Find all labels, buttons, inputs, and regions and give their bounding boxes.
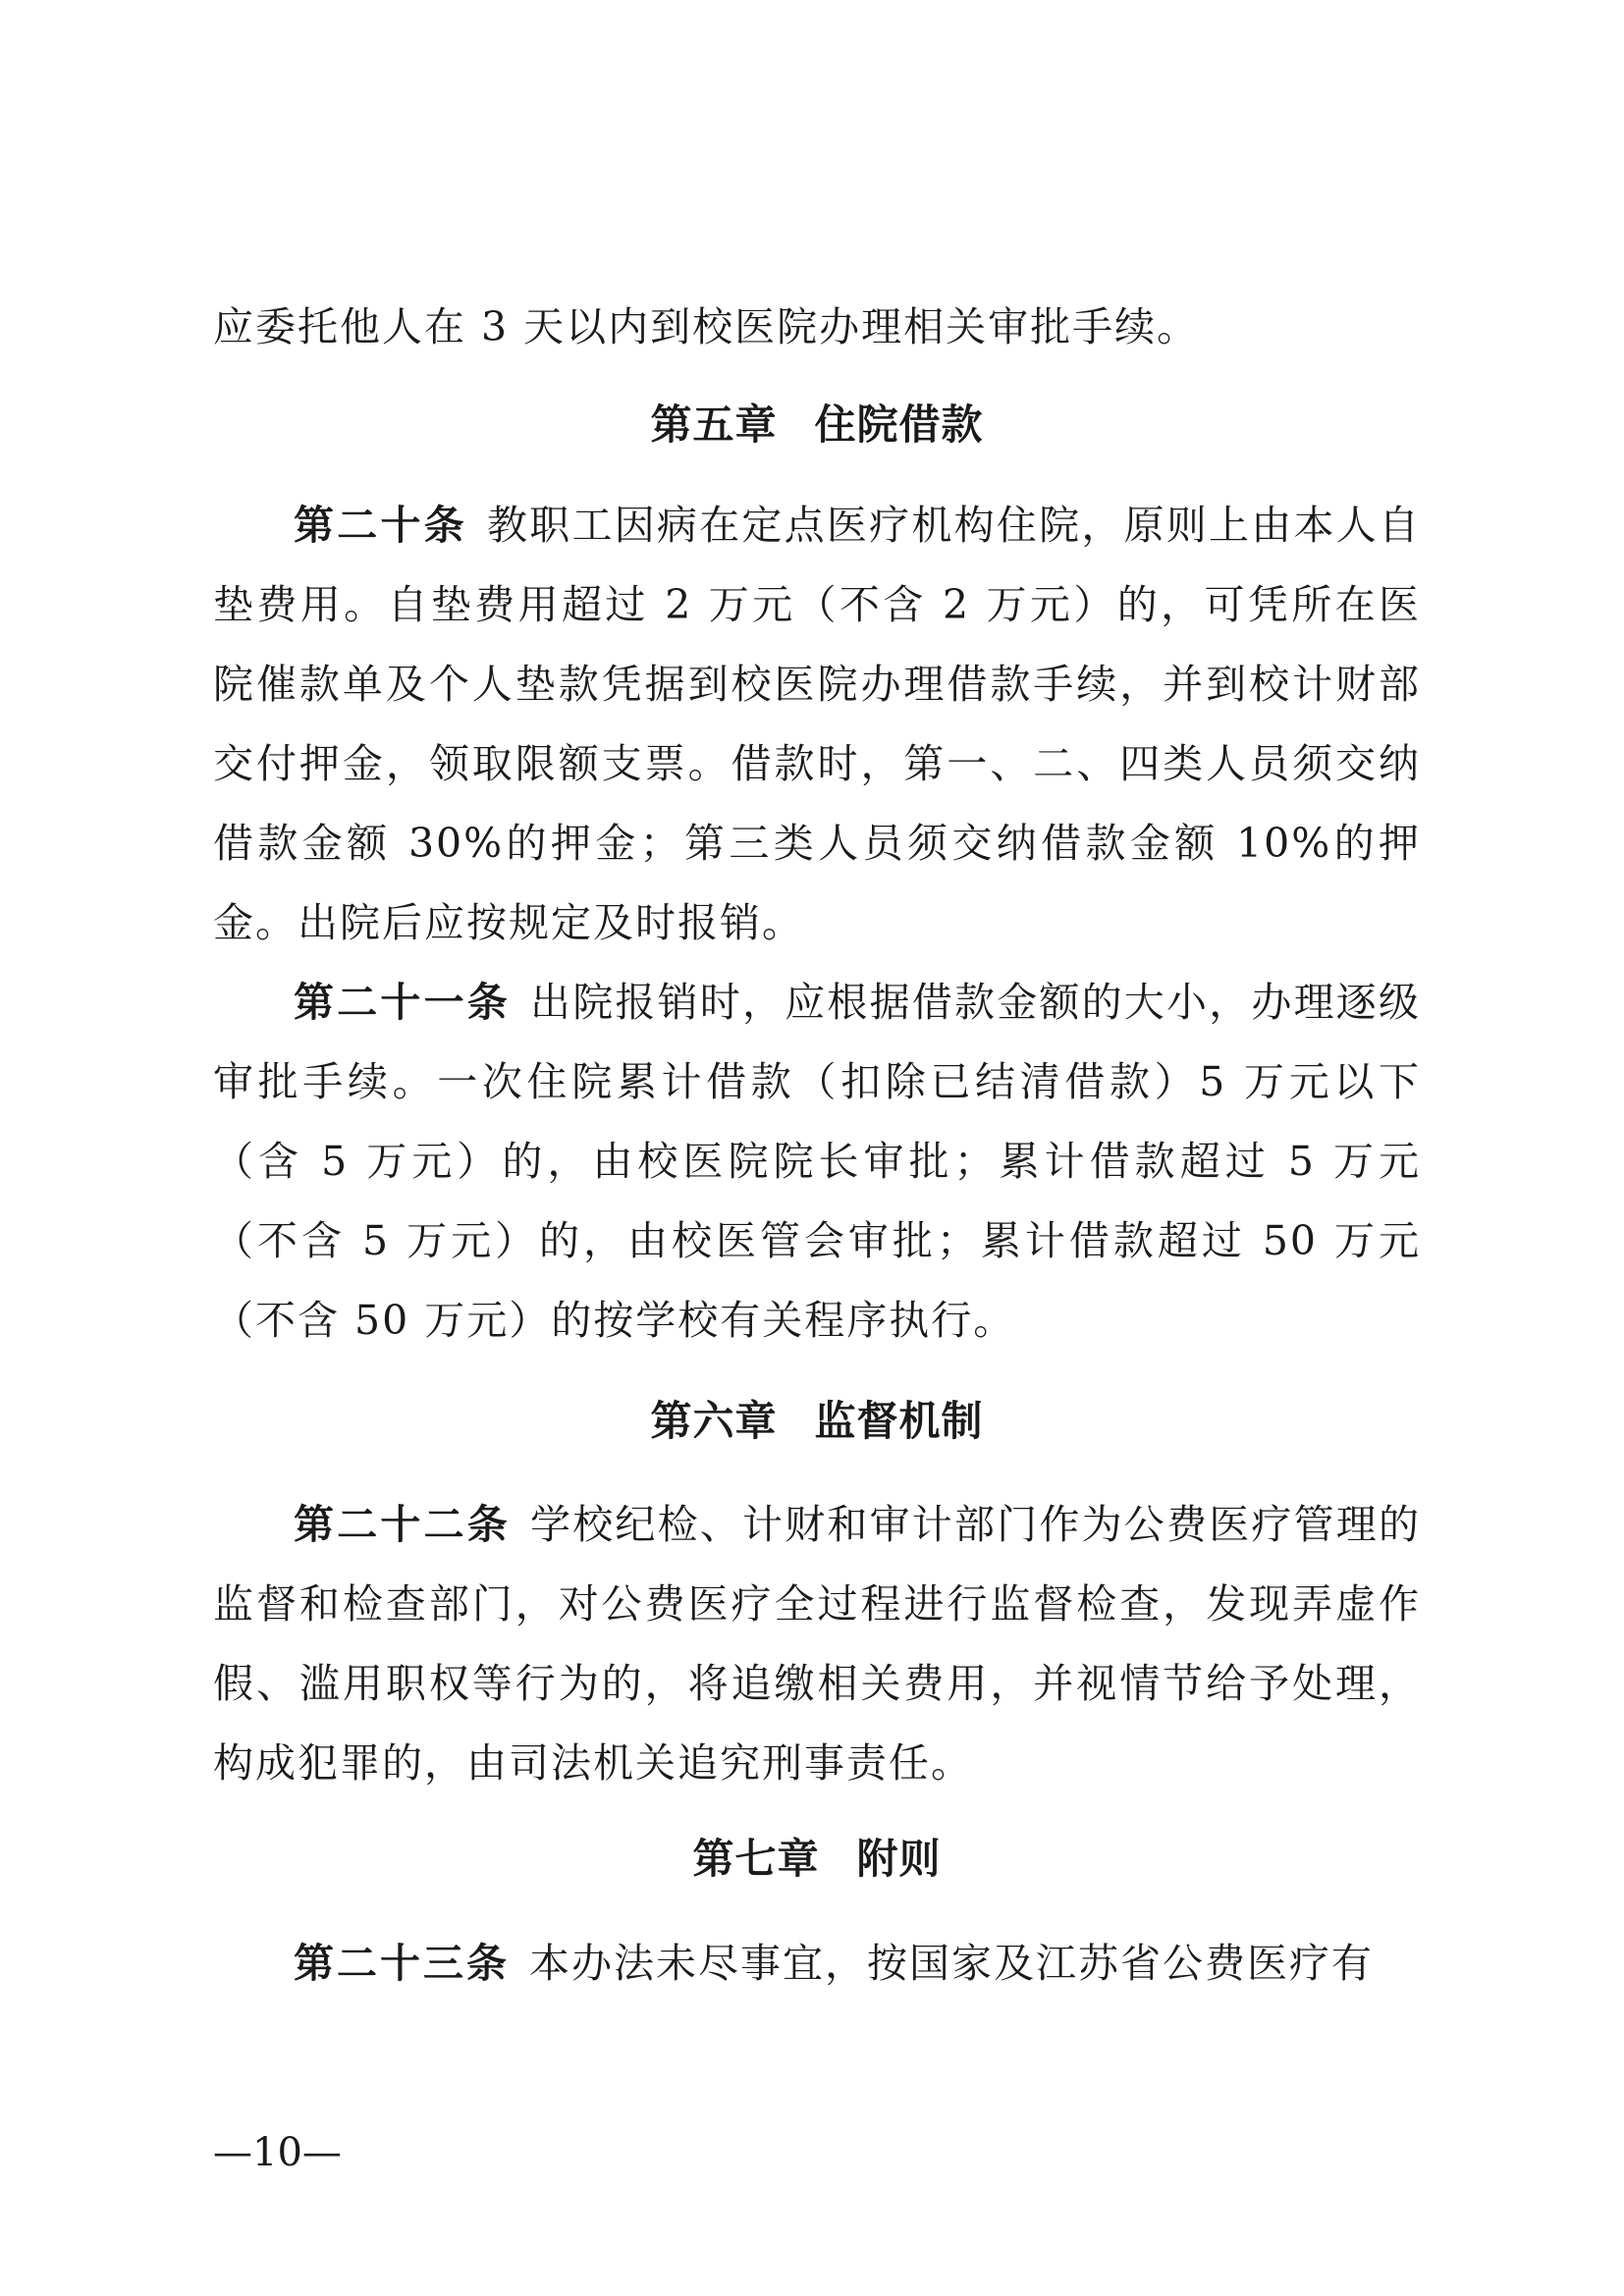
chapter-7-title: 附则	[856, 1835, 942, 1883]
article-23-label: 第二十三条	[294, 1940, 510, 1987]
chapter-6-title: 监督机制	[814, 1397, 984, 1445]
article-23-text: 本办法未尽事宜，按国家及江苏省公费医疗有	[529, 1940, 1374, 1987]
article-21-text: 出院报销时，应根据借款金额的大小，办理逐级审批手续。一次住院累计借款（扣除已结清借款）5 万元以下（含 5 万元）的，由校医院院长审批；累计借款超过 5 万元（不含 5 万元）的，由校医管会审批；累计借款超过 50 万元（不含 50 万元）的按学校有关程序执行。	[213, 979, 1421, 1344]
article-21-paragraph	[213, 963, 1421, 1361]
chapter-6-heading	[213, 1392, 1421, 1451]
chapter-5-heading	[213, 396, 1421, 454]
article-20-label: 第二十条	[294, 502, 467, 549]
article-23-paragraph	[213, 1924, 1421, 2003]
chapter-7-heading	[213, 1830, 1421, 1889]
article-22-label: 第二十二条	[294, 1501, 511, 1548]
chapter-5-number: 第五章	[650, 400, 778, 449]
article-20-paragraph	[213, 486, 1421, 963]
chapter-6-number: 第六章	[650, 1397, 778, 1445]
article-22-paragraph	[213, 1485, 1421, 1803]
article-22-text: 学校纪检、计财和审计部门作为公费医疗管理的监督和检查部门，对公费医疗全过程进行监督检查，发现弄虚作假、滥用职权等行为的，将追缴相关费用，并视情节给予处理，构成犯罪的，由司法机关追究刑事责任。	[213, 1501, 1421, 1787]
continuation-paragraph: 应委托他人在 3 天以内到校医院办理相关审批手续。	[213, 303, 1200, 350]
chapter-7-number: 第七章	[692, 1835, 820, 1883]
article-20-text: 教职工因病在定点医疗机构住院，原则上由本人自垫费用。自垫费用超过 2 万元（不含 2 万元）的，可凭所在医院催款单及个人垫款凭据到校医院办理借款手续，并到校计财部交付押金，领取限额支票。借款时，第一、二、四类人员须交纳借款金额 30%的押金；第三类人员须交纳借款金额 10%的押金。出院后应按规定及时报销。	[213, 502, 1422, 946]
chapter-5-title: 住院借款	[814, 400, 984, 449]
article-21-label: 第二十一条	[294, 979, 511, 1026]
page-number: —10—	[213, 2130, 342, 2175]
